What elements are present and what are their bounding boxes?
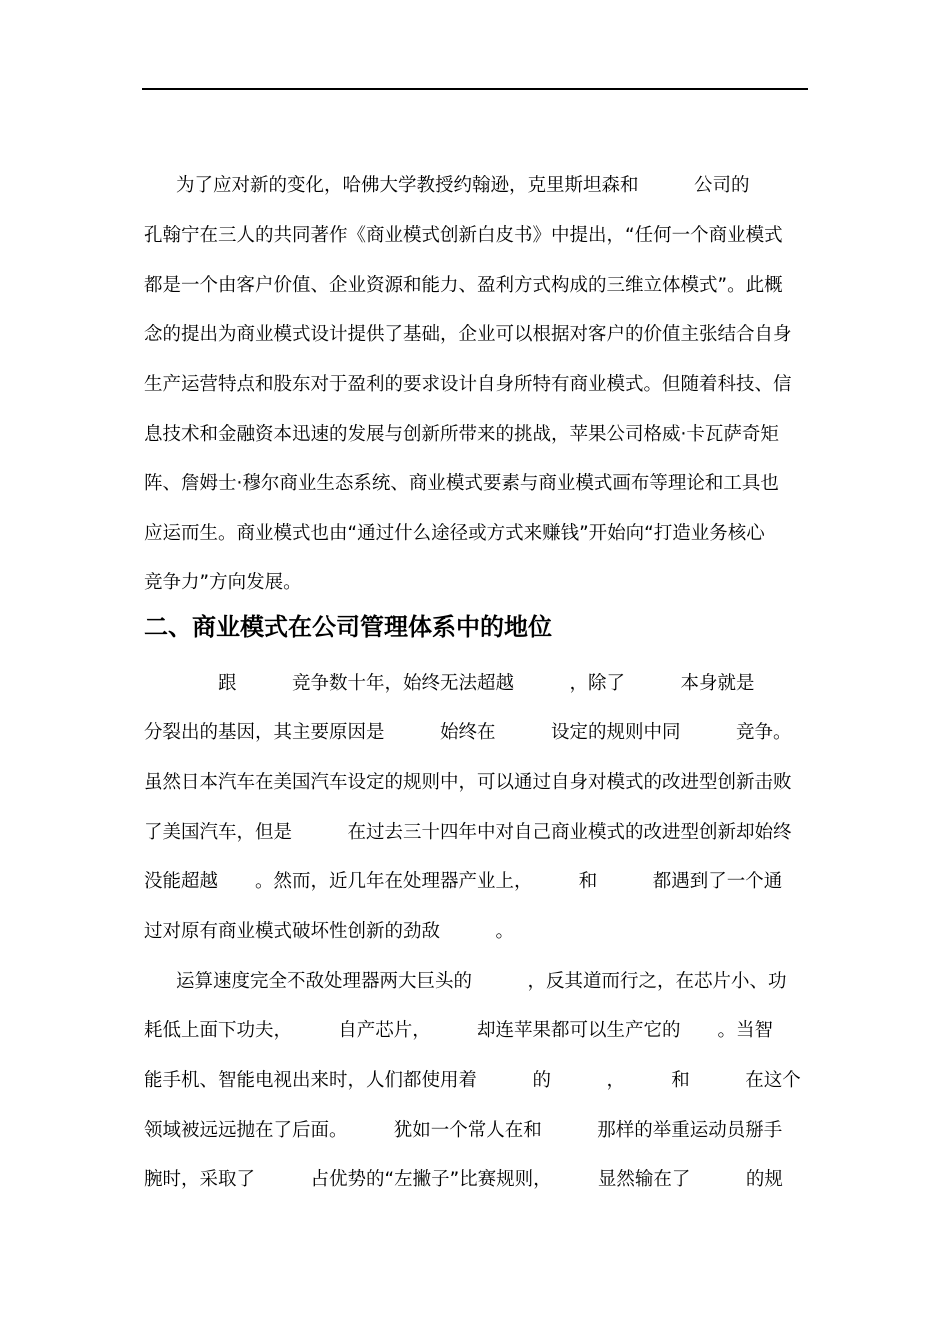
text-line: 竞争力”方向发展。 <box>144 572 302 593</box>
text-line: 应运而生。商业模式也由“通过什么途径或方式来赚钱”开始向“打造业务核心 <box>144 523 765 544</box>
text-line: 跟 竞争数十年，始终无法超越 ，除了 本身就是 <box>144 673 755 694</box>
text-line: 腕时，采取了 占优势的“左撇子”比赛规则， 显然输在了 的规 <box>144 1169 783 1190</box>
section-heading: 二、商业模式在公司管理体系中的地位 <box>144 613 552 641</box>
text-line: 分裂出的基因，其主要原因是 始终在 设定的规则中同 竞争。 <box>144 722 792 743</box>
text-line: 领域被远远抛在了后面。 犹如一个常人在和 那样的举重运动员掰手 <box>144 1120 783 1141</box>
text-line: 为了应对新的变化，哈佛大学教授约翰逊，克里斯坦森和 公司的 <box>176 175 750 196</box>
text-line: 孔翰宁在三人的共同著作《商业模式创新白皮书》中提出，“任何一个商业模式 <box>144 225 783 246</box>
text-line: 运算速度完全不敌处理器两大巨头的 ，反其道而行之，在芯片小、功 <box>176 971 787 992</box>
text-line: 过对原有商业模式破坏性创新的劲敌 。 <box>144 921 515 942</box>
text-line: 了美国汽车，但是 在过去三十四年中对自己商业模式的改进型创新却始终 <box>144 822 792 843</box>
text-line: 生产运营特点和股东对于盈利的要求设计自身所特有商业模式。但随着科技、信 <box>144 374 792 395</box>
text-line: 耗低上面下功夫， 自产芯片， 却连苹果都可以生产它的 。当智 <box>144 1020 774 1041</box>
text-line: 阵、詹姆士·穆尔商业生态系统、商业模式要素与商业模式画布等理论和工具也 <box>144 473 779 494</box>
header-rule <box>142 88 808 90</box>
text-line: 虽然日本汽车在美国汽车设定的规则中，可以通过自身对模式的改进型创新击败 <box>144 772 792 793</box>
text-line: 都是一个由客户价值、企业资源和能力、盈利方式构成的三维立体模式”。此概 <box>144 275 783 296</box>
text-line: 能手机、智能电视出来时，人们都使用着 的 ， 和 在这个 <box>144 1070 801 1091</box>
text-line: 念的提出为商业模式设计提供了基础，企业可以根据对客户的价值主张结合自身 <box>144 324 792 345</box>
text-line: 息技术和金融资本迅速的发展与创新所带来的挑战，苹果公司格威·卡瓦萨奇矩 <box>144 424 779 445</box>
text-line: 没能超越 。然而，近几年在处理器产业上， 和 都遇到了一个通 <box>144 871 783 892</box>
